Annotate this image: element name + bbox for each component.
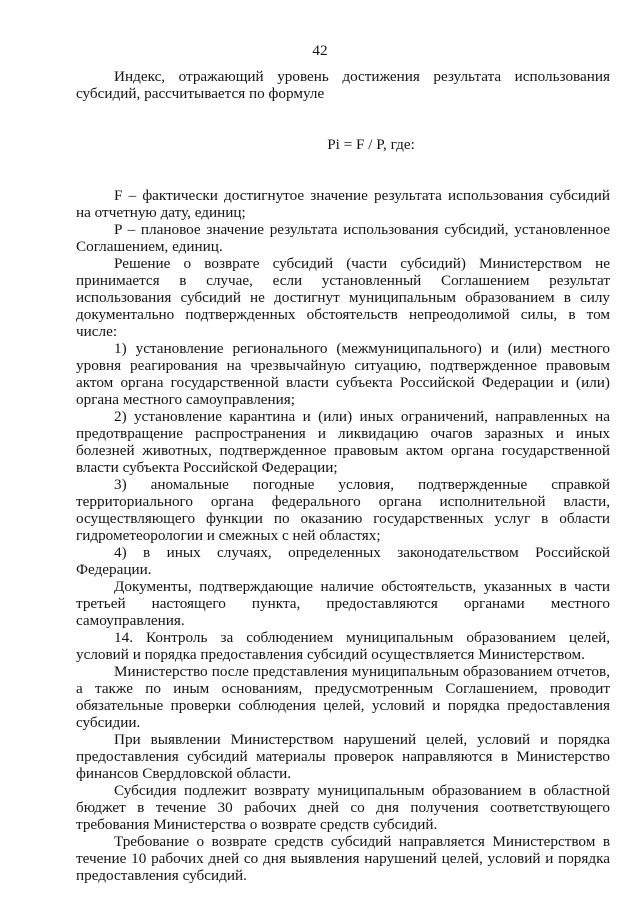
document-body xyxy=(76,68,610,884)
list-item-1: 1) установление регионального (межмуниципального) и (или) местного уровня реагирования на чрезвычайную ситуацию, подтвержденное правовым актом органа государственной власти субъекта Российской Федерации и (или) органа местного самоуправления; xyxy=(76,340,610,408)
paragraph-refund-request: Требование о возврате средств субсидий направляется Министерством в течение 10 рабочих дней со дня выявления нарушений целей, условий и порядка предоставления субсидий. xyxy=(76,833,610,884)
paragraph-return-decision: Решение о возврате субсидий (части субсидий) Министерством не принимается в случае, если установленный Соглашением результат использования субсидий не достигнут муниципальным образованием в силу документально подтвержденных обстоятельств непреодолимой силы, в том числе: xyxy=(76,255,610,340)
paragraph-14-control: 14. Контроль за соблюдением муниципальным образованием целей, условий и порядка предоставления субсидий осуществляется Министерством. xyxy=(76,629,610,663)
paragraph-violations: При выявлении Министерством нарушений целей, условий и порядка предоставления субсидий материалы проверок направляются в Министерство финансов Свердловской области. xyxy=(76,731,610,782)
list-item-3: 3) аномальные погодные условия, подтвержденные справкой территориального органа федерального органа исполнительной власти, осуществляющего функции по оказанию государственных услуг в области гидрометеорологии и смежных с ней областях; xyxy=(76,476,610,544)
paragraph-refund-term: Субсидия подлежит возврату муниципальным образованием в областной бюджет в течение 30 рабочих дней со дня получения соответствующего требования Министерства о возврате средств субсидий. xyxy=(76,782,610,833)
paragraph-inspections: Министерство после представления муниципальным образованием отчетов, а также по иным основаниям, предусмотренным Соглашением, проводит обязательные проверки соблюдения целей, условий и порядка предоставления субсидии. xyxy=(76,663,610,731)
paragraph-documents: Документы, подтверждающие наличие обстоятельств, указанных в части третьей настоящего пункта, предоставляются органами местного самоуправления. xyxy=(76,578,610,629)
list-item-4: 4) в иных случаях, определенных законодательством Российской Федерации. xyxy=(76,544,610,578)
page-number: 42 xyxy=(312,42,328,59)
list-item-2: 2) установление карантина и (или) иных ограничений, направленных на предотвращение распространения и ликвидацию очагов заразных и иных болезней животных, подтвержденное правовым актом органа государственной власти субъекта Российской Федерации; xyxy=(76,408,610,476)
paragraph-index-definition: Индекс, отражающий уровень достижения результата использования субсидий, рассчитывается по формуле xyxy=(76,68,610,102)
paragraph-f-definition: F – фактически достигнутое значение результата использования субсидий на отчетную дату, единиц; xyxy=(76,187,610,221)
paragraph-p-definition: P – плановое значение результата использования субсидий, установленное Соглашением, единиц. xyxy=(76,221,610,255)
formula: Pi = F / P, где: xyxy=(327,136,415,153)
